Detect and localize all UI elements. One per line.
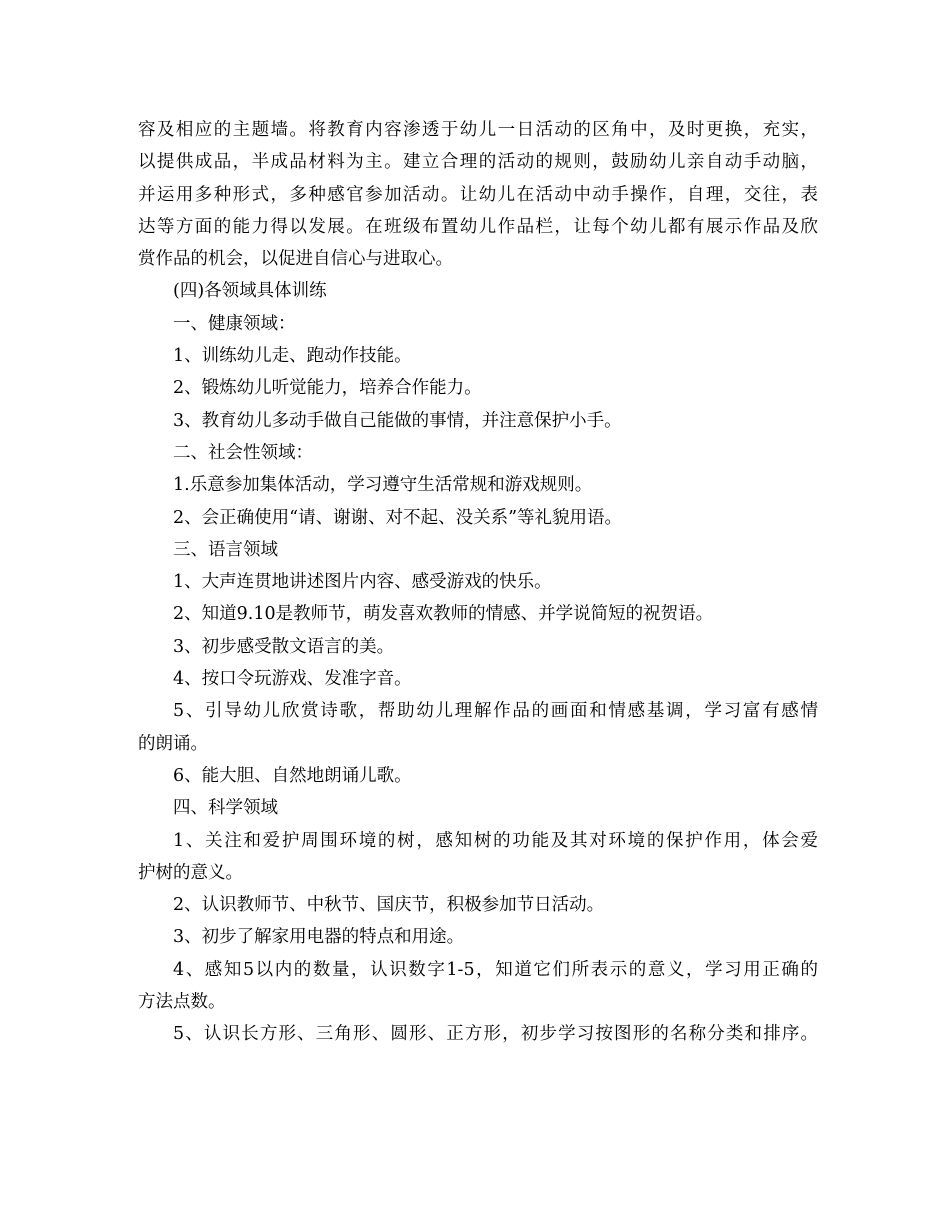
list-item: 6、能大胆、自然地朗诵儿歌。 [173,765,412,786]
list-item: 2、锻炼幼儿听觉能力，培养合作能力。 [173,378,482,399]
list-item: 3、初步了解家用电器的特点和用途。 [173,927,465,948]
list-item-continuation: 的朗诵。 [138,733,208,754]
list-item: 2、认识教师节、中秋节、国庆节，积极参加节日活动。 [173,895,605,916]
list-item: 2、知道9.10是教师节，萌发喜欢教师的情感、并学说简短的祝贺语。 [173,604,714,625]
list-item: 1、训练幼儿走、跑动作技能。 [173,346,412,367]
list-item: 4、按口令玩游戏、发准字音。 [173,669,412,690]
paragraph-line: 容及相应的主题墙。将教育内容渗透于幼儿一日活动的区角中，及时更换，充实， [138,120,818,140]
paragraph-line: 赏作品的机会，以促进自信心与进取心。 [138,249,453,270]
paragraph-line: 并运用多种形式，多种感官参加活动。让幼儿在活动中动手操作，自理，交往，表 [138,184,818,205]
list-item: 5、认识长方形、三角形、圆形、正方形，初步学习按图形的名称分类和排序。 [173,1024,818,1045]
paragraph-line: 以提供成品，半成品材料为主。建立合理的活动的规则，鼓励幼儿亲自动手动脑， [138,152,818,173]
paragraph-line: 达等方面的能力得以发展。在班级布置幼儿作品栏，让每个幼儿都有展示作品及欣 [138,216,818,237]
section-heading: (四)各领域具体训练 [173,281,327,302]
list-item: 1、关注和爱护周围环境的树，感知树的功能及其对环境的保护作用，体会爱 [173,830,818,851]
list-item: 3、教育幼儿多动手做自己能做的事情，并注意保护小手。 [173,410,622,431]
list-item: 3、初步感受散文语言的美。 [173,636,395,657]
list-item: 5、引导幼儿欣赏诗歌，帮助幼儿理解作品的画面和情感基调，学习富有感情 [173,701,818,722]
list-item-continuation: 方法点数。 [138,992,226,1013]
document-body [138,114,818,1051]
domain-heading: 三、语言领域 [173,539,278,560]
domain-heading: 一、健康领域： [173,313,296,334]
list-item: 1.乐意参加集体活动，学习遵守生活常规和游戏规则。 [173,475,593,496]
domain-heading: 二、社会性领域： [173,442,313,463]
list-item-continuation: 护树的意义。 [138,862,243,883]
list-item: 2、会正确使用“请、谢谢、对不起、没关系”等礼貌用语。 [173,507,623,528]
domain-heading: 四、科学领域 [173,798,278,819]
list-item: 4、感知5以内的数量，认识数字1-5，知道它们所表示的意义，学习用正确的 [173,959,818,980]
list-item: 1、大声连贯地讲述图片内容、感受游戏的快乐。 [173,572,552,593]
